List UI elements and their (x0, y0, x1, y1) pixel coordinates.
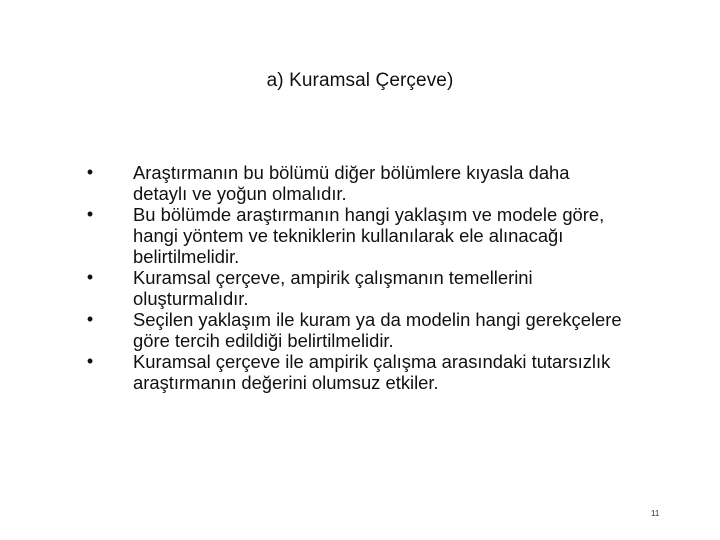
slide-title-text: a) Kuramsal Çerçeve) (266, 70, 454, 91)
bullet-text: Bu bölümde araştırmanın hangi yaklaşım ve modele göre, hangi yöntem ve tekniklerin kullanılarak ele alınacağı belirtilmelidir. (133, 204, 605, 267)
bullet-text: Kuramsal çerçeve, ampirik çalışmanın temellerini oluşturmalıdır. (133, 267, 533, 309)
bullet-item (0, 309, 720, 351)
bullet-text: Kuramsal çerçeve ile ampirik çalışma arasındaki tutarsızlık araştırmanın değerini olumsuz etkiler. (133, 351, 611, 393)
bullet-dot-icon: • (86, 204, 94, 224)
bullet-item (0, 162, 720, 204)
bullet-dot-icon: • (86, 309, 94, 329)
page-number: 11 (651, 509, 660, 518)
slide-title (0, 70, 720, 92)
bullet-dot-icon: • (86, 267, 94, 287)
bullet-text: Seçilen yaklaşım ile kuram ya da modelin hangi gerekçelere göre tercih edildiği belirtilmelidir. (133, 309, 622, 351)
bullet-list (0, 162, 720, 393)
bullet-dot-icon: • (86, 162, 94, 182)
bullet-item (0, 204, 720, 267)
bullet-text: Araştırmanın bu bölümü diğer bölümlere kıyasla daha detaylı ve yoğun olmalıdır. (133, 162, 570, 204)
bullet-dot-icon: • (86, 351, 94, 371)
bullet-item (0, 267, 720, 309)
bullet-item (0, 351, 720, 393)
